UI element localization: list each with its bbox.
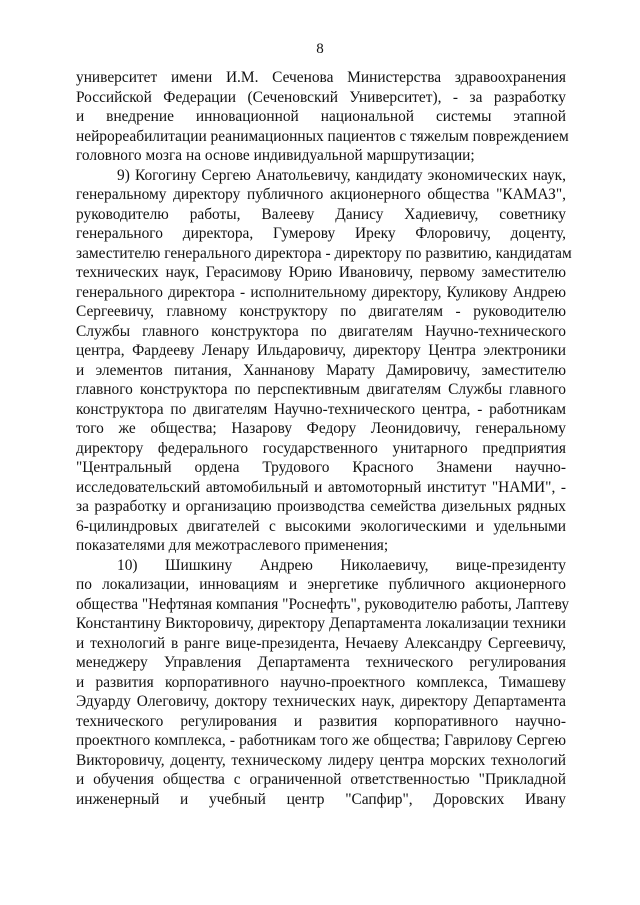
paragraph-item-8-end <box>76 68 569 166</box>
text-line: показателями для межотраслевого применения; <box>76 537 389 554</box>
text-line: генерального директора, Гумерову Иреку Флоровичу, доценту, <box>76 225 566 242</box>
text-line: и развития корпоративного научно-проектного комплекса, Тимашеву <box>76 673 566 691</box>
text-line: головного мозга на основе индивидуальной маршрутизации; <box>76 147 475 164</box>
text-line: Службы главного конструктора по двигателям Научно-технического <box>76 322 566 340</box>
page-number: 8 <box>316 41 324 57</box>
text-line: и внедрение инновационной национальной системы этапной <box>76 108 566 125</box>
text-line: менеджеру Управления Департамента технического регулирования <box>76 654 566 671</box>
paragraph-item-9 <box>76 166 572 556</box>
text-line: инженерный и учебный центр "Сапфир", Доровских Ивану <box>76 790 566 808</box>
text-line: заместителю генерального директора - директору по развитию, кандидатам <box>76 244 572 262</box>
text-line: "Центральный ордена Трудового Красного Знамени научно- <box>76 459 566 476</box>
text-line: директору федерального государственного унитарного предприятия <box>76 439 566 457</box>
text-line: проектного комплекса, - работникам того же общества; Гаврилову Сергею <box>76 732 566 749</box>
text-line: конструктора по двигателям Научно-технического центра, - работникам <box>76 400 566 418</box>
text-line: по локализации, инновациям и энергетике публичного акционерного <box>76 576 566 593</box>
document-body <box>76 68 572 809</box>
text-line: генерального директора - исполнительному директору, Куликову Андрею <box>76 283 566 301</box>
text-line: 6-цилиндровых двигателей с высокими экологическими и удельными <box>76 517 566 535</box>
text-line: нейрореабилитации реанимационных пациентов с тяжелым повреждением <box>76 127 569 145</box>
text-line: 9) Когогину Сергею Анатольевичу, кандидату экономических наук, <box>117 166 566 184</box>
text-line: Викторовичу, доценту, техническому лидеру центра морских технологий <box>76 751 566 769</box>
text-line: исследовательский автомобильный и автомоторный институт "НАМИ", - <box>76 478 566 496</box>
text-line: за разработку и организацию производства семейства дизельных рядных <box>76 498 566 515</box>
text-line: общества "Нефтяная компания "Роснефть", руководителю работы, Лаптеву <box>76 595 570 613</box>
text-line: и обучения общества с ограниченной ответственностью "Прикладной <box>76 771 566 788</box>
text-line: и элементов питания, Ханнанову Марату Дамировичу, заместителю <box>76 361 566 379</box>
text-line: Эдуарду Олеговичу, доктору технических наук, директору Департамента <box>76 693 566 710</box>
text-line: Российской Федерации (Сеченовский Университет), - за разработку <box>76 88 566 106</box>
text-line: Сергеевичу, главному конструктору по двигателям - руководителю <box>76 303 566 320</box>
text-line: университет имени И.М. Сеченова Министерства здравоохранения <box>76 69 566 86</box>
text-line: технических наук, Герасимову Юрию Ивановичу, первому заместителю <box>76 264 566 281</box>
text-line: технического регулирования и развития корпоративного научно- <box>76 712 566 730</box>
text-line: главного конструктора по перспективным двигателям Службы главного <box>76 381 566 398</box>
text-line: руководителю работы, Валееву Данису Хадиевичу, советнику <box>76 205 566 223</box>
text-line: 10) Шишкину Андрею Николаевичу, вице-президенту <box>117 556 566 574</box>
paragraph-item-10 <box>76 556 570 810</box>
text-line: генеральному директору публичного акционерного общества "КАМАЗ", <box>76 186 566 203</box>
text-line: того же общества; Назарову Федору Леонидовичу, генеральному <box>76 420 566 437</box>
text-line: центра, Фардееву Ленару Ильдаровичу, директору Центра электроники <box>76 342 566 359</box>
text-line: и технологий в ранге вице-президента, Нечаеву Александру Сергеевичу, <box>76 634 566 652</box>
text-line: Константину Викторовичу, директору Департамента локализации техники <box>76 615 566 632</box>
